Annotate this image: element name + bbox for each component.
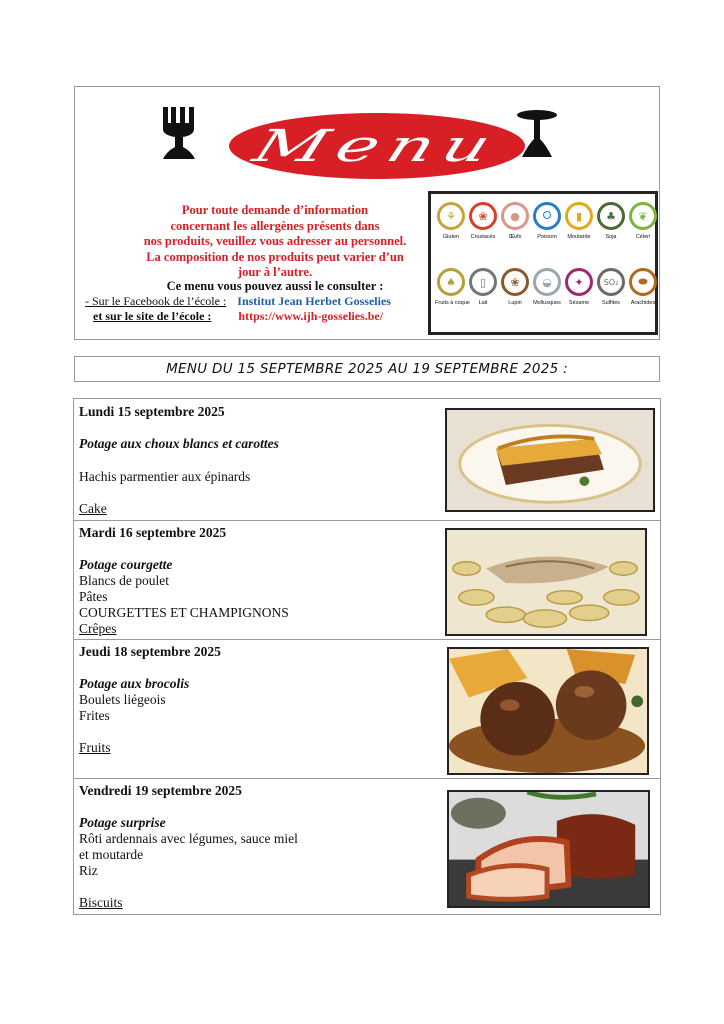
allergen-symbol: ❦ (629, 202, 657, 230)
allergen-label: Sulfites (601, 300, 621, 306)
fork-icon (161, 107, 197, 159)
day-dish: Blancs de poulet (79, 573, 169, 588)
menu-days-table (73, 398, 661, 915)
allergen-symbol: ❀ (501, 268, 529, 296)
allergen-info-text (105, 203, 445, 281)
facebook-link[interactable]: Institut Jean Herbet Gosselies (237, 294, 391, 308)
day-soup: Potage courgette (79, 557, 173, 572)
day-dish: Pâtes (79, 589, 108, 604)
info-line: jour à l’autre. (237, 265, 313, 279)
allergen-label: Poisson (537, 234, 557, 240)
crab-icon (467, 202, 499, 240)
soy-icon (595, 202, 627, 240)
info-line: nos produits, veuillez vous adresser au personnel. (143, 234, 407, 248)
allergen-label: Soja (605, 234, 617, 240)
facebook-label: - Sur le Facebook de l’école : (85, 294, 227, 308)
allergen-symbol: ▮ (565, 202, 593, 230)
day-dish: COURGETTES ET CHAMPIGNONS (79, 605, 289, 620)
allergen-label: Arachides (630, 300, 656, 306)
milk-icon (467, 268, 499, 306)
day-dessert: Biscuits (79, 895, 123, 910)
day-row-tuesday (74, 520, 660, 640)
allergen-label: Gluten (442, 234, 460, 240)
allergen-symbol: ✦ (565, 268, 593, 296)
allergen-symbol: ● (501, 202, 529, 230)
allergen-symbol: ◒ (533, 268, 561, 296)
allergen-symbol: ⚘ (437, 202, 465, 230)
allergen-label: Céleri (635, 234, 651, 240)
day-row-monday (74, 399, 660, 521)
nut-icon (435, 268, 470, 306)
menu-week-title-text: MENU DU 15 SEPTEMBRE 2025 AU 19 SEPTEMBRE 2025 : (166, 361, 568, 377)
day-dish: Frites (79, 708, 110, 723)
mustard-icon (563, 202, 595, 240)
boulets-frites-photo (447, 647, 649, 775)
day-dish: Hachis parmentier aux épinards (79, 469, 251, 484)
day-dish: Riz (79, 863, 98, 878)
day-dessert: Crêpes (79, 621, 117, 636)
allergen-label: Moutarde (567, 234, 591, 240)
website-link[interactable]: https://www.ijh-gosselies.be/ (238, 309, 384, 323)
day-dish: Boulets liégeois (79, 692, 166, 707)
day-soup: Potage aux choux blancs et carottes (79, 436, 279, 451)
info-line: concernant les allergènes présents dans (170, 218, 380, 233)
website-row (93, 309, 383, 324)
menu-logo (229, 113, 525, 179)
allergen-label: Œufs (508, 234, 522, 240)
allergen-symbol: ⭘ (533, 202, 561, 230)
day-row-friday (74, 778, 660, 916)
allergen-symbol: ▯ (469, 268, 497, 296)
menu-header (74, 86, 660, 340)
hachis-parmentier-photo (445, 408, 655, 512)
info-line: La composition de nos produits peut varier d’un (146, 249, 404, 264)
egg-icon (499, 202, 531, 240)
info-line: Pour toute demande d’information (181, 203, 369, 217)
cake-stand-icon (516, 109, 558, 159)
day-dessert: Fruits (79, 740, 111, 755)
chicken-pasta-photo (445, 528, 647, 636)
day-title: Vendredi 19 septembre 2025 (79, 783, 242, 798)
peanut-icon (627, 268, 659, 306)
shell-icon (531, 268, 563, 306)
day-dish: Rôti ardennais avec légumes, sauce miel (79, 831, 298, 846)
day-soup: Potage aux brocolis (79, 676, 190, 691)
day-dessert: Cake (79, 501, 107, 516)
allergen-symbol: ♠ (437, 268, 465, 296)
wheat-icon (435, 202, 467, 240)
allergen-label: Crustacés (470, 234, 496, 240)
day-title: Jeudi 18 septembre 2025 (79, 644, 221, 659)
allergen-label: Sésame (568, 300, 590, 306)
allergen-label: Lait (478, 300, 488, 306)
day-dish: et moutarde (79, 847, 144, 862)
sesame-icon (563, 268, 595, 306)
fish-icon (531, 202, 563, 240)
day-soup: Potage surprise (79, 815, 166, 830)
lupin-icon (499, 268, 531, 306)
consult-text: Ce menu vous pouvez aussi le consulter : (166, 279, 384, 293)
sulfite-icon (595, 268, 627, 306)
allergen-symbol: ❀ (469, 202, 497, 230)
allergen-symbol: ♣ (597, 202, 625, 230)
facebook-row (85, 294, 391, 309)
celery-icon (627, 202, 659, 240)
roast-pork-photo (447, 790, 650, 908)
allergen-label: Lupin (508, 300, 522, 306)
website-label: et sur le site de l’école : (93, 309, 212, 323)
allergen-label: Mollusques (533, 300, 561, 306)
allergen-label: Fruits à coque (435, 300, 470, 306)
menu-week-title (74, 356, 660, 382)
day-title: Lundi 15 septembre 2025 (79, 404, 225, 419)
allergen-symbol: ⬬ (629, 268, 657, 296)
menu-logo-text: Menu (246, 120, 508, 172)
allergen-chart (428, 191, 658, 335)
day-title: Mardi 16 septembre 2025 (79, 525, 227, 540)
day-row-thursday (74, 639, 660, 779)
allergen-symbol: SO₂ (597, 268, 625, 296)
